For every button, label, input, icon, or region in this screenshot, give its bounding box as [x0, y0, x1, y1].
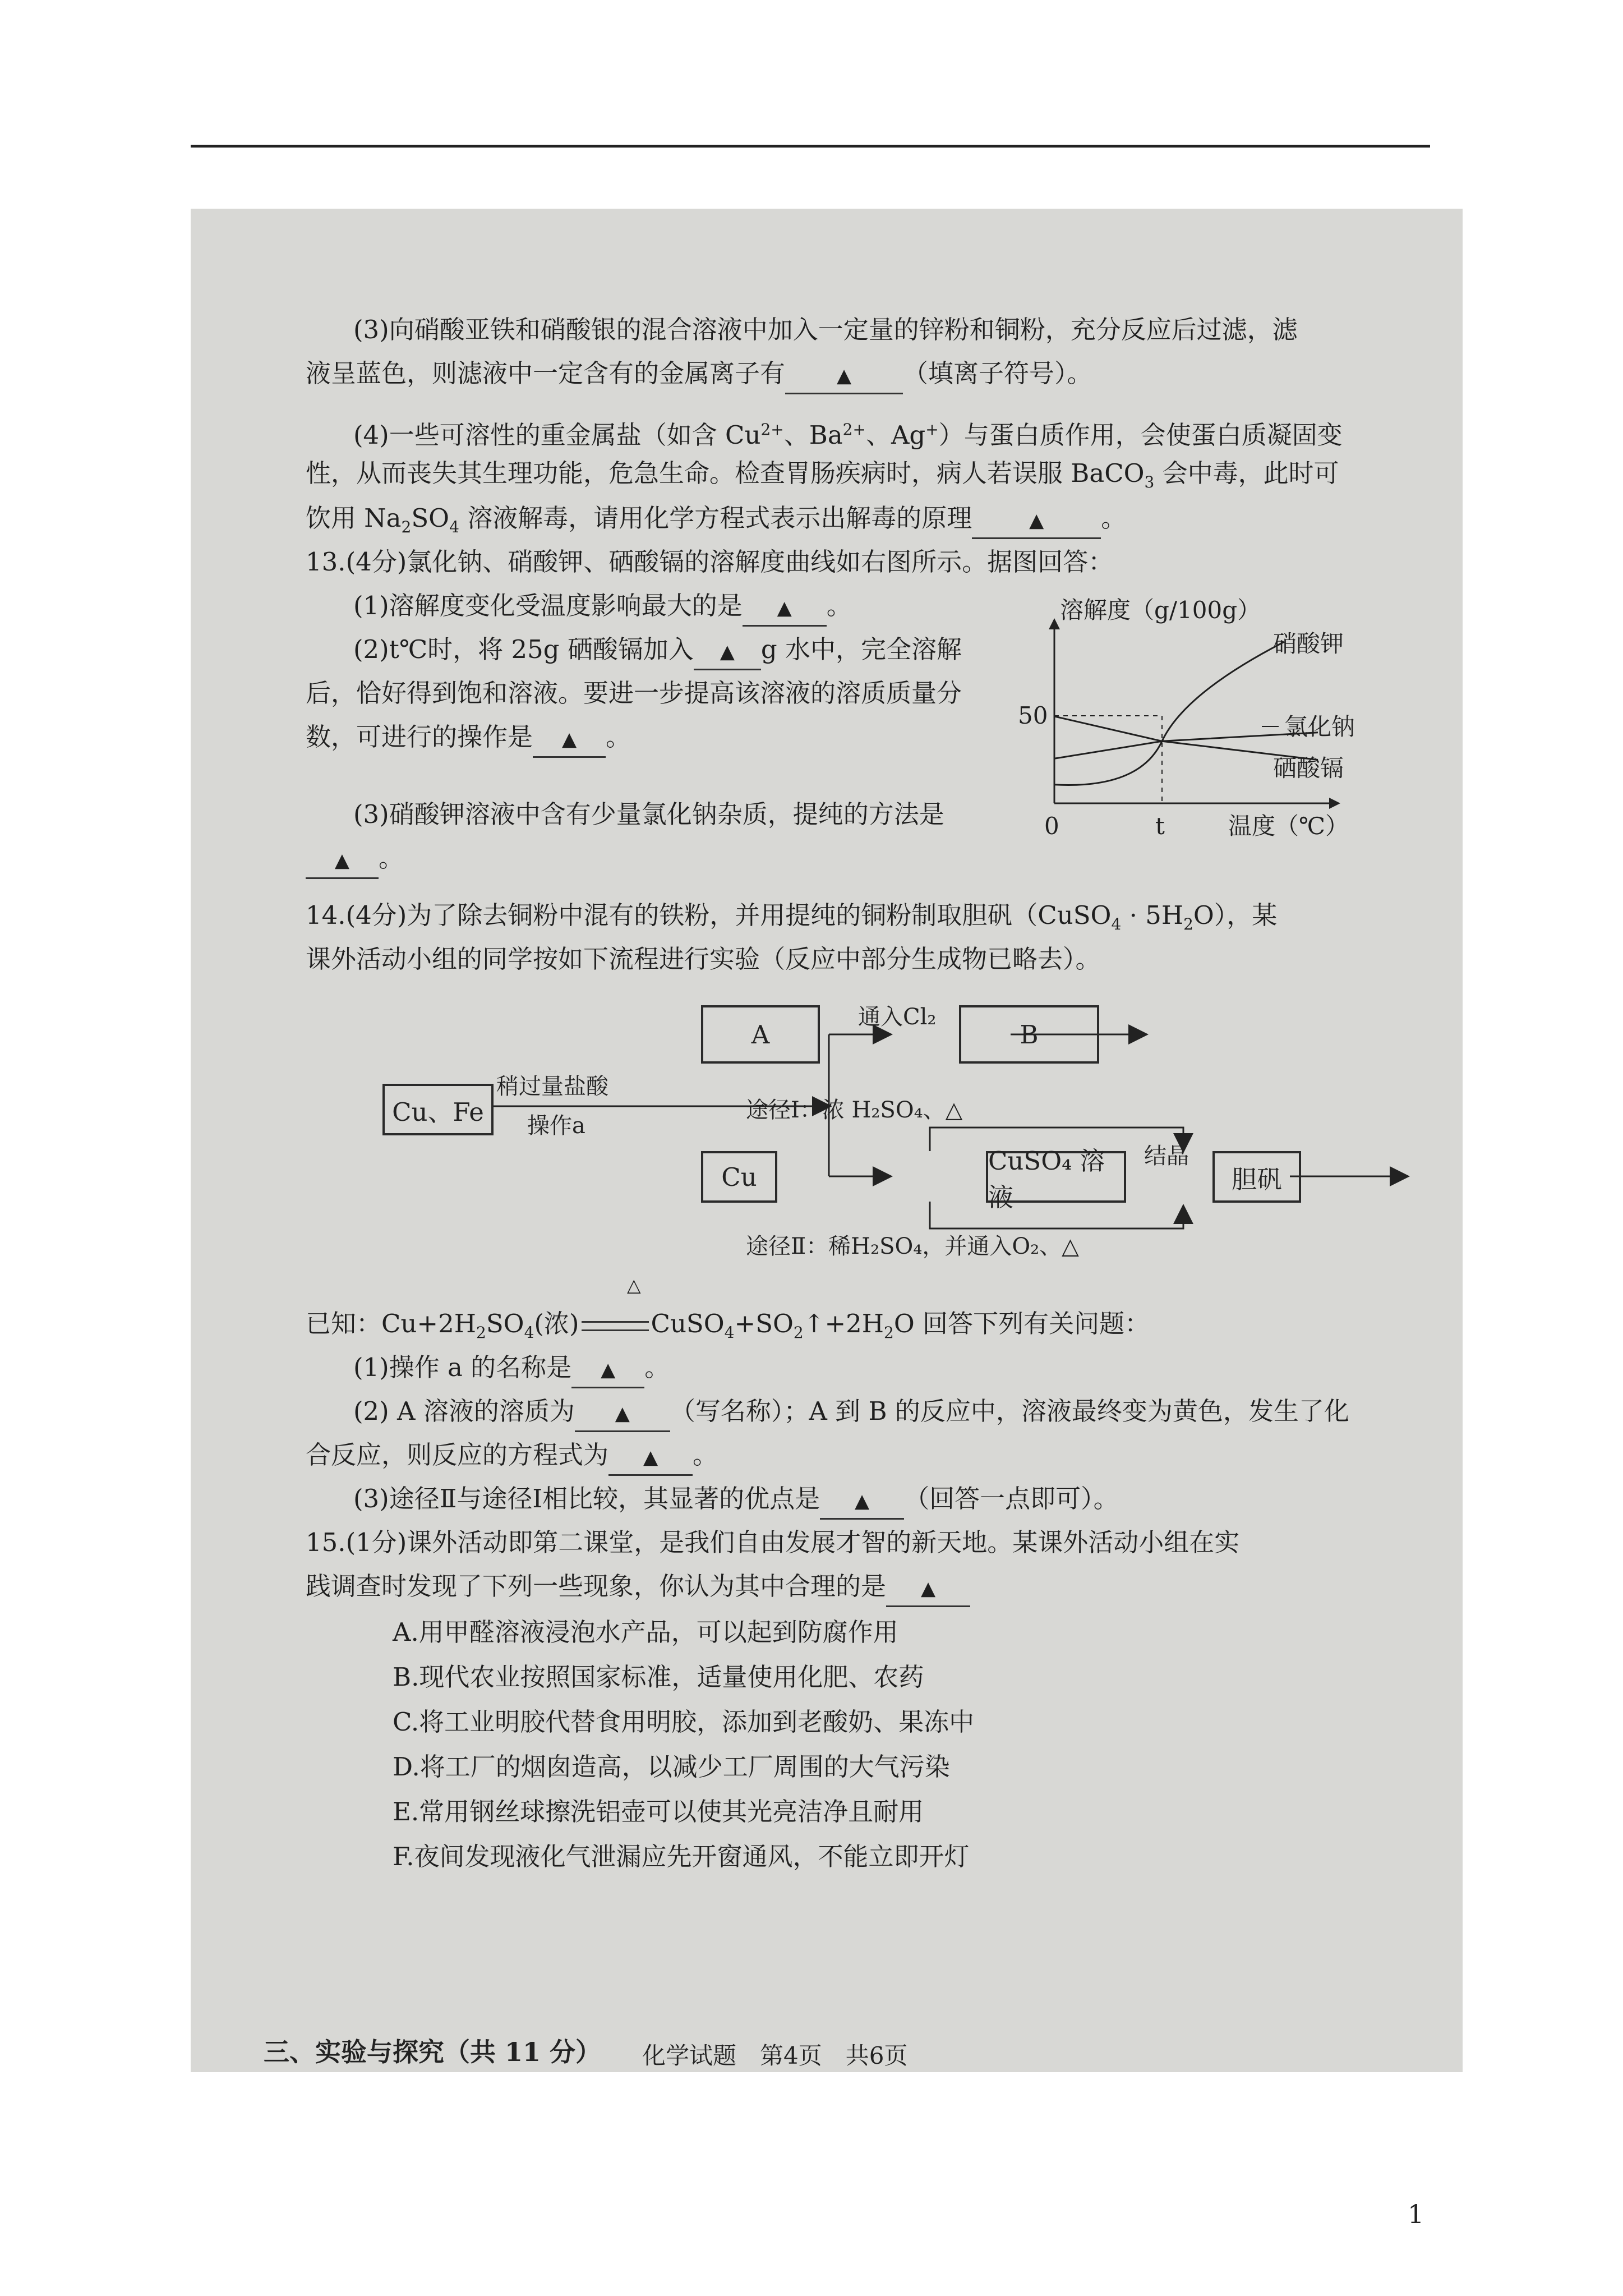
text: SO [486, 1309, 524, 1338]
answer-mark: ▲ [855, 1490, 870, 1512]
page-number: 1 [1408, 2199, 1424, 2229]
equals-sign [582, 1321, 649, 1331]
series-line-kno3 [1054, 642, 1284, 785]
answer-mark: ▲ [601, 1359, 616, 1381]
answer-mark: ▲ [920, 1577, 936, 1600]
q14-p2-line1 [353, 1395, 1349, 1432]
q14-given [306, 1307, 1150, 1350]
subscript: 4 [1111, 915, 1122, 933]
q15-option-c: C.将工业明胶代替食用明胶，添加到老酸奶、果冻中 [393, 1707, 975, 1737]
text: 已知：Cu+2H [306, 1309, 476, 1338]
text: 14.(4分)为了除去铜粉中混有的铁粉，并用提纯的铜粉制取胆矾（CuSO [306, 900, 1112, 930]
answer-blank [972, 501, 1101, 539]
text: (1)操作 a 的名称是 [353, 1352, 572, 1382]
answer-blank [743, 589, 827, 627]
q13-p3-line1: (3)硝酸钾溶液中含有少量氯化钠杂质，提纯的方法是 [353, 799, 944, 829]
q15-stem-line1: 15.(1分)课外活动即第二课堂，是我们自由发展才智的新天地。某课外活动小组在实 [306, 1527, 1240, 1557]
text: g 水中，完全溶解 [760, 634, 962, 664]
text: 数，可进行的操作是 [306, 722, 533, 752]
superscript: + [925, 420, 939, 439]
subscript: 2 [884, 1323, 894, 1342]
text: +SO [734, 1309, 794, 1338]
q14-p1 [353, 1351, 670, 1388]
text: 合反应，则反应的方程式为 [306, 1440, 609, 1470]
box-cuso4: CuSO₄ 溶液 [986, 1151, 1126, 1203]
x-axis-arrow [1329, 798, 1340, 809]
text: 践调查时发现了下列一些现象，你认为其中合理的是 [306, 1571, 887, 1601]
superscript: 2+ [842, 420, 866, 439]
answer-blank [886, 1570, 970, 1607]
text: 。 [1101, 503, 1127, 533]
header-rule [191, 145, 1430, 148]
text: ↑+2H [803, 1309, 884, 1338]
condition-heat: △ [627, 1274, 641, 1296]
text: ）与蛋白质作用，会使蛋白质凝固变 [938, 420, 1343, 450]
answer-mark: ▲ [777, 597, 792, 619]
scanned-page-photo [191, 209, 1463, 2072]
subscript: 2 [476, 1323, 486, 1342]
q15-option-e: E.常用钢丝球擦洗铝壶可以使其光亮洁净且耐用 [393, 1797, 924, 1826]
subscript: 4 [724, 1323, 735, 1342]
answer-mark: ▲ [561, 728, 577, 751]
q14-p2-line2 [306, 1438, 718, 1476]
text: 液呈蓝色，则滤液中一定含有的金属离子有 [306, 358, 786, 388]
text: 。 [826, 591, 852, 620]
q13-p2-line3 [306, 720, 631, 758]
text: 、Ba [783, 420, 843, 450]
text: （填离子符号）。 [903, 358, 1092, 388]
subscript: 2 [401, 518, 412, 536]
answer-mark: ▲ [334, 849, 350, 872]
answer-blank [785, 357, 903, 394]
text: (浓) [534, 1309, 579, 1338]
answer-mark: ▲ [836, 365, 852, 387]
answer-blank [608, 1438, 693, 1476]
text: 溶液解毒，请用化学方程式表示出解毒的原理 [459, 503, 972, 533]
label-excess-hcl: 稍过量盐酸 [496, 1074, 608, 1099]
text: (3)途径Ⅱ与途径Ⅰ相比较，其显著的优点是 [353, 1484, 820, 1513]
q15-option-b: B.现代农业按照国家标准，适量使用化肥、农药 [393, 1662, 924, 1692]
text: 。 [379, 843, 404, 873]
text: 。 [644, 1352, 670, 1382]
label-operation-a: 操作a [527, 1113, 585, 1139]
subscript: 2 [1183, 915, 1193, 933]
text: 、Ag [865, 420, 926, 450]
answer-blank [533, 720, 606, 758]
answer-blank [306, 841, 379, 879]
label-route2: 途径Ⅱ：稀H₂SO₄，并通入O₂、△ [746, 1234, 1079, 1259]
text: (4)一些可溶性的重金属盐（如含 Cu [353, 420, 761, 450]
text: (2) A 溶液的溶质为 [353, 1396, 575, 1426]
text: O），某 [1193, 900, 1278, 930]
page-footer: 化学试题 第4页 共6页 [642, 2042, 908, 2069]
answer-blank [575, 1395, 670, 1432]
text: 性，从而丧失其生理功能，危急生命。检查胃肠疾病时，病人若误服 BaCO [306, 458, 1145, 488]
subscript: 3 [1144, 473, 1155, 491]
y-axis-label: 溶解度（g/100g） [1060, 596, 1261, 624]
q13-p2-line1 [353, 633, 962, 670]
answer-mark: ▲ [643, 1446, 658, 1469]
text: SO [411, 503, 450, 533]
answer-blank [694, 633, 761, 670]
q14-p3 [353, 1482, 1119, 1520]
y-axis-arrow [1049, 618, 1060, 629]
q13-p3-line2 [306, 841, 404, 879]
solubility-chart [1015, 596, 1430, 843]
text: · 5H [1121, 900, 1184, 930]
answer-mark: ▲ [615, 1402, 630, 1425]
q15-stem-line2 [306, 1570, 970, 1607]
text: （回答一点即可）。 [904, 1484, 1119, 1513]
text: （写名称）；A 到 B 的反应中，溶液最终变为黄色，发生了化 [670, 1396, 1349, 1426]
x-tick-label: t [1155, 812, 1165, 840]
x-axis-label: 温度（℃） [1228, 812, 1349, 840]
subscript: 4 [524, 1323, 534, 1342]
superscript: 2+ [760, 420, 784, 439]
answer-blank [571, 1351, 644, 1388]
text: CuSO [651, 1309, 725, 1338]
text: 会中毒，此时可 [1154, 458, 1339, 488]
q12-p4-line2 [306, 457, 1339, 499]
box-b: B [959, 1005, 1099, 1064]
label-crystallize: 结晶 [1144, 1143, 1189, 1169]
label-cl2: 通入Cl₂ [858, 1004, 937, 1030]
text: (1)溶解度变化受温度影响最大的是 [353, 591, 743, 620]
x-tick-label: 0 [1044, 812, 1059, 840]
text: 。 [606, 722, 631, 752]
text: 饮用 Na [306, 503, 402, 533]
q13-stem: 13.(4分)氯化钠、硝酸钾、硒酸镉的溶解度曲线如右图所示。据图回答： [306, 547, 1114, 577]
q15-option-a: A.用甲醛溶液浸泡水产品，可以起到防腐作用 [393, 1617, 898, 1647]
text: O 回答下列有关问题： [893, 1309, 1150, 1338]
answer-blank [820, 1482, 904, 1520]
y-tick-label: 50 [1018, 702, 1048, 729]
box-blue-vitriol: 胆矾 [1212, 1151, 1301, 1203]
q12-p3-line1: (3)向硝酸亚铁和硝酸银的混合溶液中加入一定量的锌粉和铜粉，充分反应后过滤，滤 [353, 315, 1298, 344]
series-label-kno3: 硝酸钾 [1273, 630, 1344, 657]
answer-mark: ▲ [1029, 509, 1044, 532]
q12-p3-line2 [306, 357, 1092, 394]
label-route1: 途径Ⅰ：浓 H₂SO₄、△ [746, 1097, 963, 1123]
series-label-cdseo4: 硒酸镉 [1273, 754, 1344, 782]
q13-p1 [353, 589, 852, 627]
box-a: A [701, 1005, 820, 1064]
q12-p4-line3 [306, 501, 1126, 544]
series-label-nacl: 氯化钠 [1284, 713, 1355, 740]
series-line-cdseo4 [1054, 716, 1318, 760]
answer-mark: ▲ [720, 641, 735, 663]
box-cu-fe: Cu、Fe [382, 1084, 494, 1135]
section-3-heading: 三、实验与探究（共 11 分） [264, 2037, 602, 2067]
q15-option-d: D.将工厂的烟囱造高，以减少工厂周围的大气污染 [393, 1752, 950, 1782]
subscript: 2 [793, 1323, 804, 1342]
q13-p2-line2: 后，恰好得到饱和溶液。要进一步提高该溶液的溶质质量分 [306, 678, 962, 708]
subscript: 4 [449, 518, 459, 536]
text: 。 [693, 1440, 718, 1470]
q12-p4-line1 [353, 413, 1343, 452]
q14-stem-line2: 课外活动小组的同学按如下流程进行实验（反应中部分生成物已略去）。 [306, 944, 1101, 974]
q14-stem-line1 [306, 899, 1277, 941]
box-cu: Cu [701, 1151, 777, 1203]
text: (2)t℃时，将 25g 硒酸镉加入 [353, 634, 694, 664]
q15-option-f: F.夜间发现液化气泄漏应先开窗通风，不能立即开灯 [393, 1842, 970, 1871]
